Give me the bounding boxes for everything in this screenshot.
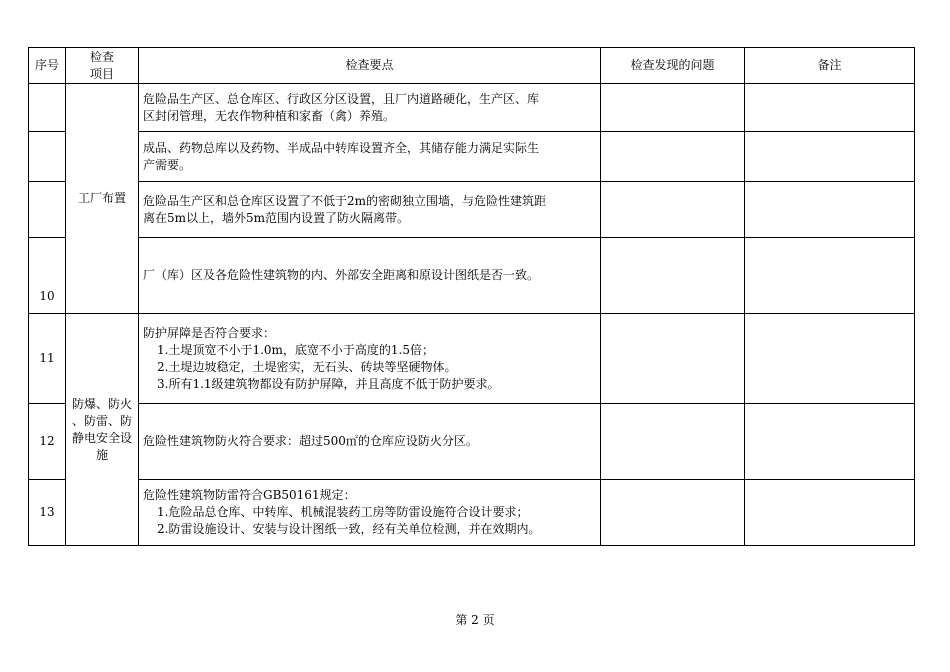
point-line: 成品、药物总库以及药物、半成品中转库设置齐全，其储存能力满足实际生	[143, 140, 540, 155]
category-line: 、防雷、防	[71, 413, 132, 428]
header-remarks: 备注	[745, 48, 915, 84]
table-row	[29, 182, 915, 238]
table-row	[29, 238, 915, 314]
problem-cell	[601, 238, 745, 314]
remark-cell	[745, 480, 915, 546]
problem-cell	[601, 84, 745, 132]
point-line: 危险性建筑物防雷符合GB50161规定：	[143, 488, 356, 502]
table-row	[29, 314, 915, 404]
header-seq: 序号	[29, 48, 66, 84]
point-line: 防护屏障是否符合要求：	[143, 325, 276, 340]
category-line: 施	[95, 447, 108, 462]
remark-cell	[745, 404, 915, 480]
point-subline: 1.危险品总仓库、中转库、机械混装药工房等防雷设施符合设计要求；	[157, 505, 529, 519]
point-cell	[139, 314, 601, 404]
remark-cell	[745, 314, 915, 404]
problem-cell	[601, 404, 745, 480]
point-cell	[139, 480, 601, 546]
seq-cell: 11	[29, 314, 66, 404]
point-line: 危险性建筑物防火符合要求：超过500㎡的仓库应设防火分区。	[143, 434, 478, 448]
point-cell	[139, 182, 601, 238]
table-row	[29, 480, 915, 546]
header-item-line2: 项目	[89, 66, 114, 81]
header-problems: 检查发现的问题	[601, 48, 745, 84]
point-line: 危险品生产区和总仓库区设置了不低于2m的密砌独立围墙，与危险性建筑距	[143, 193, 547, 208]
seq-cell: 12	[29, 404, 66, 480]
point-line: 产需要。	[143, 157, 192, 172]
remark-cell	[745, 182, 915, 238]
inspection-table	[28, 47, 915, 546]
seq-cell	[29, 182, 66, 238]
table-row	[29, 132, 915, 182]
header-points: 检查要点	[139, 48, 601, 84]
category-line: 静电安全设	[71, 430, 132, 445]
point-line: 厂（库）区及各危险性建筑物的内、外部安全距离和原设计图纸是否一致。	[143, 268, 540, 282]
seq-cell: 10	[29, 238, 66, 314]
point-subline: 2.土堤边坡稳定，土堤密实，无石头、砖块等坚硬物体。	[157, 359, 457, 374]
point-cell	[139, 84, 601, 132]
problem-cell	[601, 182, 745, 238]
point-line: 离在5m以上，墙外5m范围内设置了防火隔离带。	[143, 210, 410, 225]
seq-cell	[29, 84, 66, 132]
point-cell	[139, 404, 601, 480]
point-subline: 3.所有1.1级建筑物都设有防护屏障，并且高度不低于防护要求。	[157, 376, 500, 391]
problem-cell	[601, 314, 745, 404]
problem-cell	[601, 480, 745, 546]
point-line: 区封闭管理，无农作物种植和家畜（禽）养殖。	[143, 108, 396, 123]
header-item-line1: 检查	[89, 49, 114, 64]
point-subline: 1.土堤顶宽不小于1.0m，底宽不小于高度的1.5倍；	[157, 342, 434, 357]
seq-cell: 13	[29, 480, 66, 546]
point-cell	[139, 238, 601, 314]
seq-cell	[29, 132, 66, 182]
point-line: 危险品生产区、总仓库区、行政区分区设置，且厂内道路硬化，生产区、库	[143, 91, 540, 106]
table-row	[29, 84, 915, 132]
category-line: 防爆、防火	[71, 396, 132, 411]
page-number: 第 2 页	[455, 613, 495, 627]
point-subline: 2.防雷设施设计、安装与设计图纸一致，经有关单位检测，并在效期内。	[157, 522, 541, 536]
point-cell	[139, 132, 601, 182]
remark-cell	[745, 84, 915, 132]
category-cell	[66, 314, 139, 546]
remark-cell	[745, 132, 915, 182]
remark-cell	[745, 238, 915, 314]
header-item	[66, 48, 139, 84]
problem-cell	[601, 132, 745, 182]
table-row	[29, 404, 915, 480]
header-row	[29, 48, 915, 84]
category-cell: 工厂布置	[66, 84, 139, 314]
